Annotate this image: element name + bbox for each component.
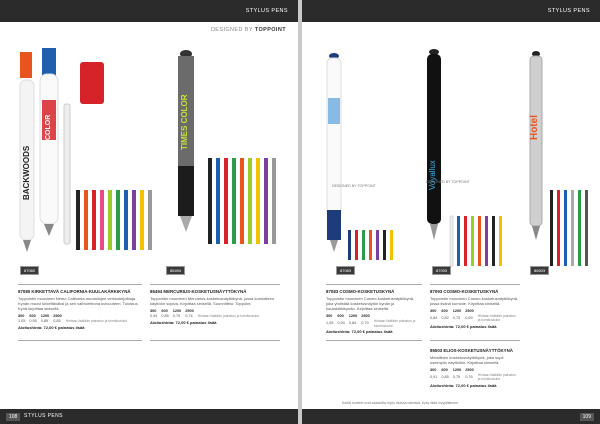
product-description: Toppointin muovinen Mercurius-kosketusnäyttökynä, jossa kumiotteen käyttöön sopiva. Kirjoittaa sinisellä. Suunnittelu: Toppoint. (150, 295, 275, 306)
product-title: 87080 KIRKETTAVÄ CALIFORNIA-KUULAKÄRKIKYNÄ (18, 289, 131, 294)
left-header-bar (0, 0, 298, 22)
price-option: Aloitushinta: 72,00 € painatus lisää (430, 382, 497, 388)
price-option: Aloitushinta: 72,00 € painatus lisää (326, 329, 393, 335)
photo-code-tag: 87083 (336, 266, 355, 275)
pen-white-thin (64, 104, 70, 244)
color-pen-row (208, 158, 276, 244)
product-photo-87083 (312, 40, 400, 272)
right-footer-bar (302, 409, 600, 424)
designed-by-label: DESIGNED BY TOPPOINT (210, 27, 286, 33)
divider (18, 340, 142, 341)
designed-by-label: DESIGNED BY TOPPOINT (332, 184, 376, 188)
product-title: 86494 MERCURIUS-KOSKETUSNÄYTTÖKYNÄ (150, 289, 247, 294)
designed-by-label: DESIGNED BY TOPPOINT (426, 180, 470, 184)
pen-orange-large (20, 52, 34, 252)
divider (18, 284, 142, 285)
svg-text:TIMES COLOR: TIMES COLOR (180, 94, 189, 150)
pen-black-large (427, 49, 441, 240)
divider (430, 340, 520, 341)
product-info-86494 (150, 289, 280, 325)
price-table: 300 600 1200 2500 0,94 0,85 0,79 0,74 Hintaan lisätään painatus ja toimituskulut (150, 309, 260, 319)
price-table: 300 600 1200 2500 1,05 0,95 0,89 0,85 Hintaan lisätään painatus ja toimituskulut (18, 314, 128, 324)
photo-code-tag: 86503 (530, 266, 549, 275)
left-page (0, 0, 298, 424)
divider (326, 340, 422, 341)
color-pen-row (348, 230, 393, 260)
product-title: 86503 ELIOS-KOSKETUSNÄYTTÖKYNÄ (430, 348, 513, 353)
right-header-bar (302, 0, 600, 22)
pen-white-large (327, 53, 341, 252)
product-description: Toppointin muovinen Nemo California-muotoilujen verkkokirjoittaja. Kynän muovi kirkettäväksi ja sen vaihtoehtona kuivuuteen. Tulostus. Kynä kirjoittaa sinisellä. (18, 295, 139, 312)
svg-text:Hotel: Hotel (529, 115, 540, 140)
color-pen-row (450, 216, 502, 266)
page-number: 108 (6, 413, 20, 421)
pen-grey-large (178, 50, 194, 232)
photo-code-tag: 86494 (166, 266, 185, 275)
price-option: Aloitushinta: 72,00 € painatus lisää (150, 319, 217, 325)
product-photo-86494 (160, 40, 284, 272)
product-description: Toppointin muovinen Cosmo-kosketusnäyttökynä, joka yhdistää kosketusnäytön kynän ja kuulakärkikynän. Kirjoittaa sinisellä. (326, 295, 415, 312)
footer-section-title: STYLUS PENS (24, 413, 63, 419)
product-photo-86503 (514, 40, 592, 272)
color-pen-row (550, 190, 588, 266)
price-option: Aloitushinta: 72,00 € painatus lisää (430, 323, 497, 329)
photo-code-tag: 87080 (20, 266, 39, 275)
price-table: 300 600 1200 2500 0,91 0,85 0,79 0,76 Hintaan lisätään painatus ja toimituskulut (430, 368, 516, 382)
page-number: 109 (580, 413, 594, 421)
section-title: STYLUS PENS (547, 8, 590, 14)
product-photo-87080 (14, 40, 154, 272)
left-footer-bar (0, 409, 298, 424)
price-option: Aloitushinta: 72,00 € painatus lisää (18, 325, 85, 331)
svg-text:COLOR: COLOR (45, 114, 52, 140)
divider (430, 284, 520, 285)
footnote: Kaikki tuotteet ovat saatavilla myös muissa väreissä. Kysy lisää myyjältämme. (342, 400, 460, 405)
product-title: 87093 COSMO-KOSKETUSKYNÄ (430, 289, 499, 294)
product-description: Toppointin muovinen Cosmo-kosketusnäyttökynä, jossa lisänä kumiote. Kirjoittaa sinisellä. (430, 295, 519, 306)
pen-cap-red (80, 62, 104, 104)
product-info-87093 (430, 289, 520, 329)
product-info-87080 (18, 289, 140, 330)
pen-blue-large (40, 48, 58, 236)
product-info-86503 (430, 348, 520, 388)
section-title: STYLUS PENS (245, 8, 288, 14)
price-table: 300 600 1200 2500 0,84 0,82 0,73 0,69 Hintaan lisätään painatus ja toimituskulut (430, 309, 516, 323)
photo-code-tag: 87093 (432, 266, 451, 275)
product-description: Metallinen kosketusnäyttökynä, joka sopii useimpiin näyttöihin. Kirjoittaa sinisellä. (430, 354, 504, 365)
price-table: 300 600 1200 2500 1,05 0,94 0,84 0,79 Hintaan lisätään painatus ja toimituskulut (326, 314, 416, 328)
svg-text:Voyallux: Voyallux (428, 160, 437, 190)
svg-text:BACKWOODS: BACKWOODS (22, 145, 31, 200)
product-photo-87093 (406, 40, 506, 272)
color-pen-row (76, 190, 152, 250)
divider (150, 284, 280, 285)
pen-silver-large (529, 51, 542, 240)
divider (150, 340, 280, 341)
divider (326, 284, 422, 285)
product-title: 87083 COSMO-KOSKETUSKYNÄ (326, 289, 395, 294)
product-info-87083 (326, 289, 422, 334)
right-page (302, 0, 600, 424)
